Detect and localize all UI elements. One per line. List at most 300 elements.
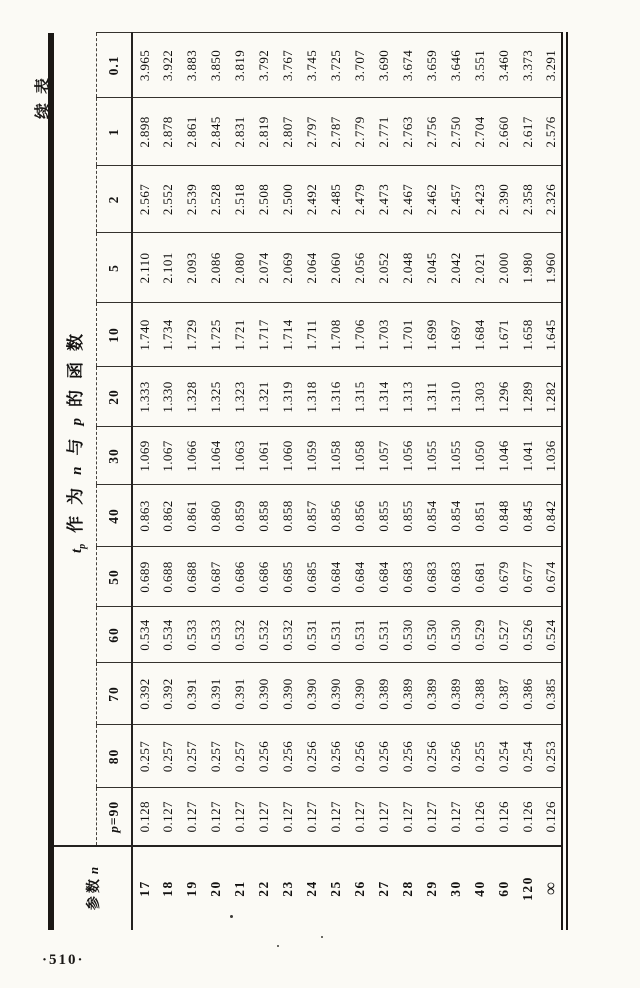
table-cell: 3.792 <box>252 33 276 98</box>
table-cell: 0.256 <box>420 725 444 788</box>
table-cell: 0.126 <box>468 788 492 846</box>
table-cell: 3.674 <box>396 33 420 98</box>
table-cell: 0.127 <box>396 788 420 846</box>
table-cell: 1.064 <box>204 427 228 485</box>
table-cell: 3.767 <box>276 33 300 98</box>
table-cell: 1.313 <box>396 367 420 427</box>
table-cell: 0.386 <box>516 663 540 725</box>
table-cell: 1.708 <box>324 303 348 367</box>
table-cell: 0.256 <box>324 725 348 788</box>
table-cell: 2.462 <box>420 166 444 233</box>
table-cell: 2.508 <box>252 166 276 233</box>
column-header: 50 <box>96 547 132 607</box>
table-cell: 0.842 <box>540 485 565 547</box>
table-cell: 2.086 <box>204 233 228 303</box>
table-cell: 0.391 <box>204 663 228 725</box>
table-cell: 3.659 <box>420 33 444 98</box>
table-cell: 0.854 <box>444 485 468 547</box>
table-cell: 1.333 <box>132 367 156 427</box>
table-cell: 3.745 <box>300 33 324 98</box>
row-header: 26 <box>348 846 372 930</box>
table-row <box>300 33 324 930</box>
table-cell: 1.325 <box>204 367 228 427</box>
table-cell: 0.855 <box>372 485 396 547</box>
table-cell: 0.533 <box>204 607 228 663</box>
title-text: 作为 <box>66 476 87 533</box>
table-cell: 1.063 <box>228 427 252 485</box>
table-cell: 0.681 <box>468 547 492 607</box>
table-cell: 3.460 <box>492 33 516 98</box>
table-cell: 1.740 <box>132 303 156 367</box>
table-cell: 1.058 <box>348 427 372 485</box>
table-cell: 2.576 <box>540 98 565 166</box>
table-cell: 0.257 <box>228 725 252 788</box>
table-cell: 0.127 <box>420 788 444 846</box>
table-cell: 0.531 <box>372 607 396 663</box>
table-cell: 2.500 <box>276 166 300 233</box>
table-cell: 0.257 <box>204 725 228 788</box>
table-cell: 1.671 <box>492 303 516 367</box>
table-cell: 2.756 <box>420 98 444 166</box>
scan-speck <box>277 945 279 947</box>
table-row <box>372 33 396 930</box>
table-cell: 2.878 <box>156 98 180 166</box>
table-cell: 3.922 <box>156 33 180 98</box>
table-cell: 0.391 <box>228 663 252 725</box>
column-header: 70 <box>96 663 132 725</box>
table-cell: 2.485 <box>324 166 348 233</box>
table-cell: 0.683 <box>444 547 468 607</box>
table-cell: 1.046 <box>492 427 516 485</box>
table-cell: 1.729 <box>180 303 204 367</box>
page-number: ·510· <box>42 952 85 968</box>
table-cell: 0.684 <box>372 547 396 607</box>
table-cell: 2.898 <box>132 98 156 166</box>
row-header: 29 <box>420 846 444 930</box>
table-cell: 2.069 <box>276 233 300 303</box>
table-cell: 2.528 <box>204 166 228 233</box>
table-cell: 3.819 <box>228 33 252 98</box>
table-cell: 0.530 <box>396 607 420 663</box>
table-cell: 0.861 <box>180 485 204 547</box>
table-cell: 2.704 <box>468 98 492 166</box>
table-cell: 1.714 <box>276 303 300 367</box>
table-cell: 0.127 <box>300 788 324 846</box>
header-row-title <box>51 33 96 930</box>
table-cell: 1.296 <box>492 367 516 427</box>
table-row <box>420 33 444 930</box>
table-cell: 2.042 <box>444 233 468 303</box>
table-cell: 0.683 <box>420 547 444 607</box>
scan-speck <box>230 915 233 918</box>
table-cell: 0.532 <box>252 607 276 663</box>
table-cell: 0.127 <box>228 788 252 846</box>
table-cell: 0.854 <box>420 485 444 547</box>
table-cell: 1.057 <box>372 427 396 485</box>
table-cell: 2.473 <box>372 166 396 233</box>
table-cell: 0.689 <box>132 547 156 607</box>
table-cell: 2.423 <box>468 166 492 233</box>
column-header: 30 <box>96 427 132 485</box>
table-cell: 0.534 <box>132 607 156 663</box>
table-cell: 1.703 <box>372 303 396 367</box>
table-cell: 0.390 <box>324 663 348 725</box>
table-cell: 1.960 <box>540 233 565 303</box>
table-cell: 1.319 <box>276 367 300 427</box>
table-cell: 2.064 <box>300 233 324 303</box>
table-cell: 0.534 <box>156 607 180 663</box>
table-cell: 2.048 <box>396 233 420 303</box>
table-cell: 1.282 <box>540 367 565 427</box>
table-cell: 0.856 <box>324 485 348 547</box>
table-cell: 2.539 <box>180 166 204 233</box>
table-cell: 0.390 <box>252 663 276 725</box>
table-row <box>444 33 468 930</box>
table-cell: 3.707 <box>348 33 372 98</box>
table-cell: 0.684 <box>348 547 372 607</box>
table-cell: 0.674 <box>540 547 565 607</box>
row-header: 17 <box>132 846 156 930</box>
table-cell: 2.787 <box>324 98 348 166</box>
table-cell: 1.056 <box>396 427 420 485</box>
title-var: t <box>69 548 86 553</box>
table-cell: 1.318 <box>300 367 324 427</box>
table-cell: 0.387 <box>492 663 516 725</box>
table-cell: 0.532 <box>276 607 300 663</box>
row-header: 28 <box>396 846 420 930</box>
row-header: 19 <box>180 846 204 930</box>
table-cell: 2.567 <box>132 166 156 233</box>
table-cell: 0.126 <box>516 788 540 846</box>
table-cell: 1.069 <box>132 427 156 485</box>
table-cell: 0.254 <box>516 725 540 788</box>
table-cell: 0.862 <box>156 485 180 547</box>
continued-table-label-wrap <box>30 57 50 119</box>
table-row <box>276 33 300 930</box>
table-row <box>180 33 204 930</box>
row-header: 60 <box>492 846 516 930</box>
table-cell: 1.036 <box>540 427 565 485</box>
table-cell: 1.721 <box>228 303 252 367</box>
table-cell: 0.254 <box>492 725 516 788</box>
table-cell: 0.127 <box>348 788 372 846</box>
table-cell: 0.127 <box>204 788 228 846</box>
table-cell: 0.390 <box>348 663 372 725</box>
table-cell: 2.750 <box>444 98 468 166</box>
table-row <box>252 33 276 930</box>
table-cell: 0.127 <box>324 788 348 846</box>
table-cell: 0.390 <box>276 663 300 725</box>
table-cell: 0.126 <box>540 788 565 846</box>
table-cell: 2.861 <box>180 98 204 166</box>
table-cell: 1.289 <box>516 367 540 427</box>
table-cell: 1.701 <box>396 303 420 367</box>
column-header: 0.1 <box>96 33 132 98</box>
table-cell: 1.315 <box>348 367 372 427</box>
table-cell: 0.385 <box>540 663 565 725</box>
table-cell: 0.127 <box>276 788 300 846</box>
table-cell: 0.531 <box>324 607 348 663</box>
table-cell: 1.645 <box>540 303 565 367</box>
table-cell: 2.771 <box>372 98 396 166</box>
table-cell: 2.763 <box>396 98 420 166</box>
table-cell: 3.883 <box>180 33 204 98</box>
table-cell: 2.326 <box>540 166 565 233</box>
table-cell: 0.529 <box>468 607 492 663</box>
row-header: 21 <box>228 846 252 930</box>
table-cell: 0.257 <box>156 725 180 788</box>
table-cell: 2.617 <box>516 98 540 166</box>
table-row <box>492 33 516 930</box>
table-cell: 1.067 <box>156 427 180 485</box>
table-cell: 0.127 <box>180 788 204 846</box>
table-cell: 1.303 <box>468 367 492 427</box>
table-cell: 0.127 <box>156 788 180 846</box>
row-header: 40 <box>468 846 492 930</box>
table-cell: 2.467 <box>396 166 420 233</box>
column-header: 40 <box>96 485 132 547</box>
column-header: 80 <box>96 725 132 788</box>
table-rotation-wrap <box>48 33 578 930</box>
table-cell: 2.660 <box>492 98 516 166</box>
row-header: 25 <box>324 846 348 930</box>
table-cell: 0.392 <box>132 663 156 725</box>
table-cell: 3.965 <box>132 33 156 98</box>
table-cell: 2.797 <box>300 98 324 166</box>
table-cell: 2.390 <box>492 166 516 233</box>
table-cell: 1.316 <box>324 367 348 427</box>
table-cell: 0.255 <box>468 725 492 788</box>
table-cell: 1.711 <box>300 303 324 367</box>
table-row <box>396 33 420 930</box>
table-cell: 1.323 <box>228 367 252 427</box>
table-cell: 0.256 <box>276 725 300 788</box>
table-cell: 0.848 <box>492 485 516 547</box>
table-cell: 0.857 <box>300 485 324 547</box>
table-cell: 3.551 <box>468 33 492 98</box>
table-cell: 1.311 <box>420 367 444 427</box>
table-cell: 0.256 <box>252 725 276 788</box>
table-cell: 2.807 <box>276 98 300 166</box>
table-cell: 1.717 <box>252 303 276 367</box>
table-cell: 0.531 <box>348 607 372 663</box>
column-header: 20 <box>96 367 132 427</box>
table-cell: 1.725 <box>204 303 228 367</box>
table-cell: 0.685 <box>276 547 300 607</box>
t-distribution-table <box>48 32 568 930</box>
table-row <box>204 33 228 930</box>
table-cell: 0.391 <box>180 663 204 725</box>
table-cell: 0.688 <box>180 547 204 607</box>
table-cell: 1.058 <box>324 427 348 485</box>
table-cell: 0.256 <box>348 725 372 788</box>
table-cell: 0.686 <box>228 547 252 607</box>
title-text: 与 <box>66 427 87 456</box>
table-cell: 0.859 <box>228 485 252 547</box>
table-cell: 0.388 <box>468 663 492 725</box>
corner-label: 参数 <box>85 876 102 911</box>
table-cell: 0.533 <box>180 607 204 663</box>
table-cell: 0.253 <box>540 725 565 788</box>
row-header: 120 <box>516 846 540 930</box>
scan-speck <box>321 936 323 938</box>
table-cell: 3.850 <box>204 33 228 98</box>
table-cell: 2.060 <box>324 233 348 303</box>
row-header: 20 <box>204 846 228 930</box>
table-cell: 0.855 <box>396 485 420 547</box>
table-cell: 0.389 <box>444 663 468 725</box>
row-header: 22 <box>252 846 276 930</box>
table-cell: 1.321 <box>252 367 276 427</box>
table-cell: 0.677 <box>516 547 540 607</box>
column-header: 2 <box>96 166 132 233</box>
table-cell: 0.845 <box>516 485 540 547</box>
table-row <box>132 33 156 930</box>
row-header: 30 <box>444 846 468 930</box>
row-header: ∞ <box>540 846 565 930</box>
table-cell: 2.779 <box>348 98 372 166</box>
table-cell: 0.256 <box>300 725 324 788</box>
table-cell: 0.128 <box>132 788 156 846</box>
table-row <box>228 33 252 930</box>
table-cell: 1.055 <box>420 427 444 485</box>
table-cell: 1.310 <box>444 367 468 427</box>
table-cell: 1.330 <box>156 367 180 427</box>
table-cell: 0.685 <box>300 547 324 607</box>
table-cell: 0.851 <box>468 485 492 547</box>
table-cell: 2.000 <box>492 233 516 303</box>
corner-symbol: n <box>85 866 101 875</box>
table-cell: 1.066 <box>180 427 204 485</box>
table-cell: 2.845 <box>204 98 228 166</box>
table-cell: 0.524 <box>540 607 565 663</box>
table-cell: 1.060 <box>276 427 300 485</box>
table-cell: 1.059 <box>300 427 324 485</box>
table-cell: 1.734 <box>156 303 180 367</box>
table-cell: 1.699 <box>420 303 444 367</box>
table-cell: 2.021 <box>468 233 492 303</box>
table-cell: 2.045 <box>420 233 444 303</box>
column-header: p=90 <box>96 788 132 846</box>
table-cell: 0.683 <box>396 547 420 607</box>
table-row <box>324 33 348 930</box>
header-row-labels <box>96 33 132 930</box>
table-cell: 0.127 <box>444 788 468 846</box>
table-cell: 1.055 <box>444 427 468 485</box>
table-cell: 0.858 <box>252 485 276 547</box>
table-cell: 0.530 <box>444 607 468 663</box>
table-cell: 1.061 <box>252 427 276 485</box>
table-cell: 0.526 <box>516 607 540 663</box>
title-var-sub: p <box>77 543 89 549</box>
corner-header <box>51 846 132 930</box>
table-cell: 2.074 <box>252 233 276 303</box>
table-cell: 0.532 <box>228 607 252 663</box>
table-cell: 0.530 <box>420 607 444 663</box>
table-cell: 0.684 <box>324 547 348 607</box>
table-cell: 2.052 <box>372 233 396 303</box>
table-cell: 0.679 <box>492 547 516 607</box>
table-cell: 1.050 <box>468 427 492 485</box>
column-header: 10 <box>96 303 132 367</box>
table-cell: 3.690 <box>372 33 396 98</box>
table-cell: 0.126 <box>492 788 516 846</box>
table-row <box>540 33 565 930</box>
title-symbol-n: n <box>69 466 86 475</box>
table-cell: 0.390 <box>300 663 324 725</box>
table-cell: 2.056 <box>348 233 372 303</box>
table-cell: 0.688 <box>156 547 180 607</box>
table-cell: 3.646 <box>444 33 468 98</box>
table-cell: 1.684 <box>468 303 492 367</box>
table-cell: 1.041 <box>516 427 540 485</box>
table-cell: 2.457 <box>444 166 468 233</box>
table-cell: 0.392 <box>156 663 180 725</box>
table-cell: 3.373 <box>516 33 540 98</box>
table-row <box>348 33 372 930</box>
table-cell: 2.080 <box>228 233 252 303</box>
table-cell: 2.492 <box>300 166 324 233</box>
table-cell: 3.725 <box>324 33 348 98</box>
table-cell: 1.314 <box>372 367 396 427</box>
table-cell: 0.389 <box>396 663 420 725</box>
table-cell: 0.256 <box>396 725 420 788</box>
table-cell: 0.856 <box>348 485 372 547</box>
table-row <box>156 33 180 930</box>
table-cell: 1.328 <box>180 367 204 427</box>
row-header: 27 <box>372 846 396 930</box>
table-cell: 0.687 <box>204 547 228 607</box>
table-cell: 0.127 <box>372 788 396 846</box>
table-row <box>468 33 492 930</box>
table-cell: 0.863 <box>132 485 156 547</box>
continued-table-label: 续表 <box>33 68 52 119</box>
table-cell: 2.101 <box>156 233 180 303</box>
table-cell: 0.389 <box>372 663 396 725</box>
row-header: 24 <box>300 846 324 930</box>
title-symbol-p: p <box>69 417 86 426</box>
row-header: 18 <box>156 846 180 930</box>
table-cell: 2.819 <box>252 98 276 166</box>
table-cell: 0.858 <box>276 485 300 547</box>
table-cell: 2.479 <box>348 166 372 233</box>
table-cell: 2.358 <box>516 166 540 233</box>
table-cell: 0.686 <box>252 547 276 607</box>
table-cell: 0.257 <box>180 725 204 788</box>
table-cell: 3.291 <box>540 33 565 98</box>
table-cell: 0.127 <box>252 788 276 846</box>
table-cell: 2.093 <box>180 233 204 303</box>
table-cell: 2.518 <box>228 166 252 233</box>
table-cell: 0.389 <box>420 663 444 725</box>
table-cell: 1.980 <box>516 233 540 303</box>
table-title <box>51 33 96 846</box>
table-cell: 0.860 <box>204 485 228 547</box>
title-text: 的函数 <box>66 322 87 407</box>
table-cell: 0.527 <box>492 607 516 663</box>
table-cell: 2.831 <box>228 98 252 166</box>
table-cell: 1.697 <box>444 303 468 367</box>
table-cell: 1.658 <box>516 303 540 367</box>
table-cell: 0.256 <box>444 725 468 788</box>
table-cell: 0.256 <box>372 725 396 788</box>
table-row <box>516 33 540 930</box>
table-cell: 0.531 <box>300 607 324 663</box>
table-cell: 1.706 <box>348 303 372 367</box>
column-header: 5 <box>96 233 132 303</box>
column-header: 60 <box>96 607 132 663</box>
column-header: 1 <box>96 98 132 166</box>
